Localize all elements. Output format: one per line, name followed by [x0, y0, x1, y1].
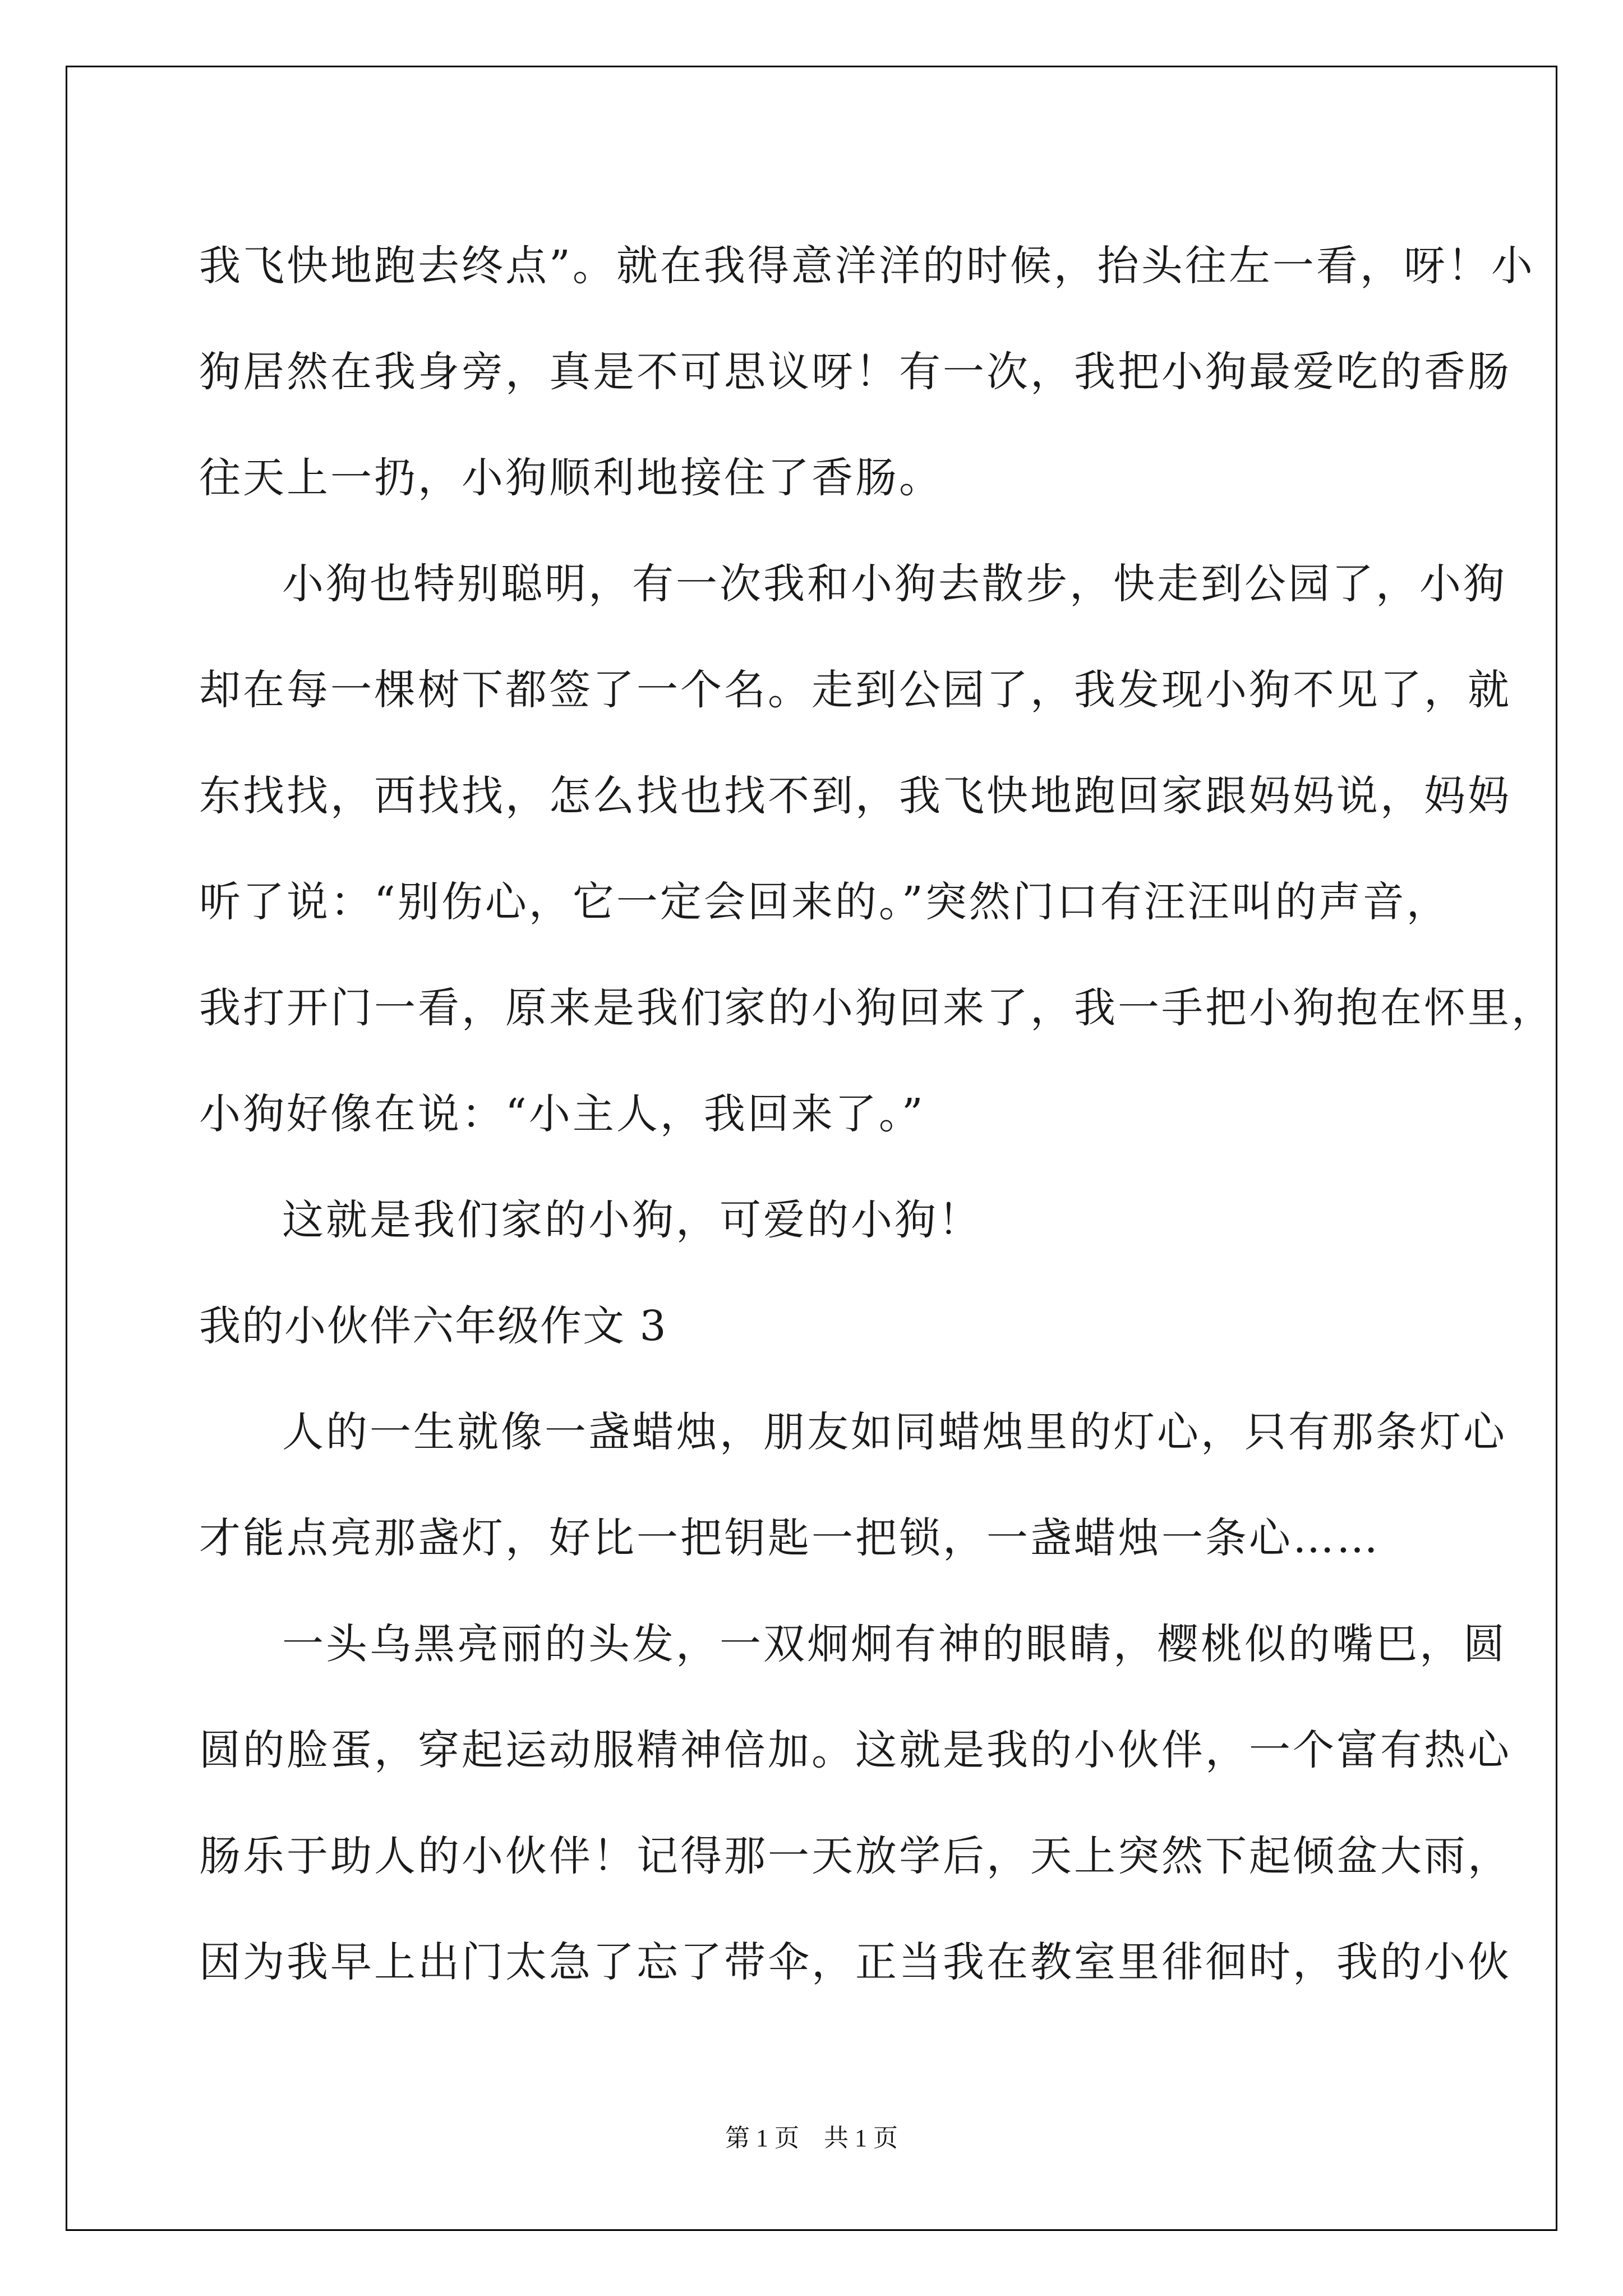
text-line: 圆的脸蛋，穿起运动服精神倍加。这就是我的小伙伴，一个富有热心 — [199, 1726, 1511, 1774]
text-line: 才能点亮那盏灯，好比一把钥匙一把锁，一盏蜡烛一条心…… — [199, 1514, 1380, 1562]
text-line: 我飞快地跑去终点”。就在我得意洋洋的时候，抬头往左一看，呀！小 — [199, 242, 1535, 290]
paragraph-start-line: 这就是我们家的小狗，可爱的小狗！ — [282, 1196, 982, 1244]
paragraph-start-line: 人的一生就像一盏蜡烛，朋友如同蜡烛里的灯心，只有那条灯心 — [282, 1408, 1507, 1456]
text-line: 我打开门一看，原来是我们家的小狗回来了，我一手把小狗抱在怀里， — [199, 984, 1555, 1032]
text-line: 却在每一棵树下都签了一个名。走到公园了，我发现小狗不见了，就 — [199, 666, 1511, 714]
section-heading: 我的小伙伴六年级作文 3 — [199, 1302, 667, 1350]
page-number-footer: 第 1 页 共 1 页 — [725, 2124, 898, 2152]
text-line: 狗居然在我身旁，真是不可思议呀！有一次，我把小狗最爱吃的香肠 — [199, 348, 1511, 396]
text-line: 东找找，西找找，怎么找也找不到，我飞快地跑回家跟妈妈说，妈妈 — [199, 772, 1511, 820]
paragraph-start-line: 小狗也特别聪明，有一次我和小狗去散步，快走到公园了，小狗 — [282, 560, 1507, 608]
text-line: 小狗好像在说：“小主人，我回来了。” — [199, 1090, 925, 1138]
text-line: 听了说：“别伤心，它一定会回来的。”突然门口有汪汪叫的声音， — [199, 878, 1450, 926]
text-line: 往天上一扔，小狗顺利地接住了香肠。 — [199, 454, 943, 502]
paragraph-start-line: 一头乌黑亮丽的头发，一双炯炯有神的眼睛，樱桃似的嘴巴，圆 — [282, 1620, 1507, 1668]
text-line: 因为我早上出门太急了忘了带伞，正当我在教室里徘徊时，我的小伙 — [199, 1938, 1511, 1986]
document-body — [199, 213, 1555, 2016]
text-line: 肠乐于助人的小伙伴！记得那一天放学后，天上突然下起倾盆大雨， — [199, 1832, 1511, 1880]
